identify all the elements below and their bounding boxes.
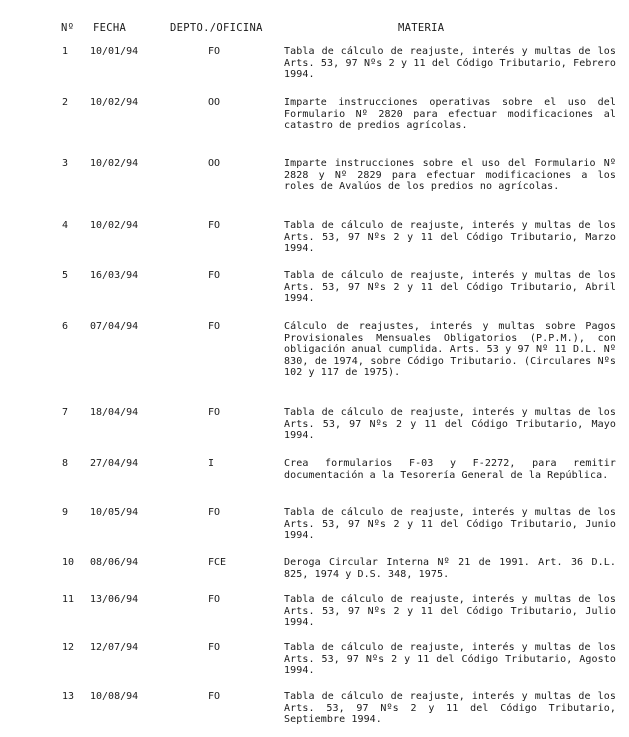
row-fecha: 10/01/94 — [90, 46, 139, 57]
row-materia: Tabla de cálculo de reajuste, interés y multas de los Arts. 53, 97 Nºs 2 y 11 del Código Tributario, Septiembre 1994. — [284, 691, 616, 726]
row-no: 6 — [62, 321, 69, 332]
row-no: 11 — [62, 594, 75, 605]
row-no: 13 — [62, 691, 75, 702]
row-depto: FCE — [208, 557, 227, 568]
row-materia: Crea formularios F-03 y F-2272, para remitir documentación a la Tesorería General de la República. — [284, 458, 616, 481]
row-depto: I — [208, 458, 215, 469]
row-depto: FO — [208, 220, 221, 231]
row-depto: OO — [208, 97, 221, 108]
row-no: 1 — [62, 46, 69, 57]
header-materia: MATERIA — [398, 22, 445, 34]
row-depto: FO — [208, 642, 221, 653]
row-materia: Tabla de cálculo de reajuste, interés y multas de los Arts. 53, 97 Nºs 2 y 11 del Código Tributario, Marzo 1994. — [284, 220, 616, 255]
row-no: 10 — [62, 557, 75, 568]
row-materia: Imparte instrucciones sobre el uso del Formulario Nº 2828 y Nº 2829 para efectuar modificaciones a los roles de Avalúos de los predios no agrícolas. — [284, 158, 616, 193]
row-no: 9 — [62, 507, 69, 518]
row-fecha: 16/03/94 — [90, 270, 139, 281]
header-depto: DEPTO./OFICINA — [170, 22, 263, 34]
row-depto: FO — [208, 407, 221, 418]
row-fecha: 07/04/94 — [90, 321, 139, 332]
row-no: 7 — [62, 407, 69, 418]
row-fecha: 10/05/94 — [90, 507, 139, 518]
row-fecha: 27/04/94 — [90, 458, 139, 469]
row-materia: Tabla de cálculo de reajuste, interés y multas de los Arts. 53, 97 Nºs 2 y 11 del Código Tributario, Julio 1994. — [284, 594, 616, 629]
header-fecha: FECHA — [93, 22, 127, 34]
row-no: 4 — [62, 220, 69, 231]
row-depto: OO — [208, 158, 221, 169]
row-no: 5 — [62, 270, 69, 281]
row-depto: FO — [208, 46, 221, 57]
row-fecha: 10/02/94 — [90, 220, 139, 231]
row-fecha: 10/08/94 — [90, 691, 139, 702]
row-fecha: 10/02/94 — [90, 158, 139, 169]
row-depto: FO — [208, 507, 221, 518]
row-fecha: 08/06/94 — [90, 557, 139, 568]
row-materia: Tabla de cálculo de reajuste, interés y multas de los Arts. 53, 97 Nºs 2 y 11 del Código Tributario, Junio 1994. — [284, 507, 616, 542]
row-no: 2 — [62, 97, 69, 108]
row-materia: Tabla de cálculo de reajuste, interés y multas de los Arts. 53, 97 Nºs 2 y 11 del Código Tributario, Febrero 1994. — [284, 46, 616, 81]
row-depto: FO — [208, 321, 221, 332]
row-fecha: 10/02/94 — [90, 97, 139, 108]
row-depto: FO — [208, 691, 221, 702]
row-materia: Imparte instrucciones operativas sobre el uso del Formulario Nº 2820 para efectuar modificaciones al catastro de predios agrícolas. — [284, 97, 616, 132]
row-depto: FO — [208, 594, 221, 605]
table-header — [0, 22, 629, 38]
row-materia: Deroga Circular Interna Nº 21 de 1991. Art. 36 D.L. 825, 1974 y D.S. 348, 1975. — [284, 557, 616, 580]
row-no: 8 — [62, 458, 69, 469]
row-no: 12 — [62, 642, 75, 653]
row-depto: FO — [208, 270, 221, 281]
row-materia: Tabla de cálculo de reajuste, interés y multas de los Arts. 53, 97 Nºs 2 y 11 del Código Tributario, Agosto 1994. — [284, 642, 616, 677]
row-materia: Cálculo de reajustes, interés y multas sobre Pagos Provisionales Mensuales Obligatorios (P.P.M.), con obligación anual cumplida. Arts. 53 y 97 Nº 11 D.L. Nº 830, de 1974, sobre Código Tributario. (Circulares Nºs 102 y 117 de 1975). — [284, 321, 616, 379]
row-no: 3 — [62, 158, 69, 169]
row-fecha: 13/06/94 — [90, 594, 139, 605]
row-materia: Tabla de cálculo de reajuste, interés y multas de los Arts. 53, 97 Nºs 2 y 11 del Código Tributario, Abril 1994. — [284, 270, 616, 305]
row-fecha: 18/04/94 — [90, 407, 139, 418]
row-fecha: 12/07/94 — [90, 642, 139, 653]
header-no: Nº — [61, 22, 75, 34]
row-materia: Tabla de cálculo de reajuste, interés y multas de los Arts. 53, 97 Nºs 2 y 11 del Código Tributario, Mayo 1994. — [284, 407, 616, 442]
